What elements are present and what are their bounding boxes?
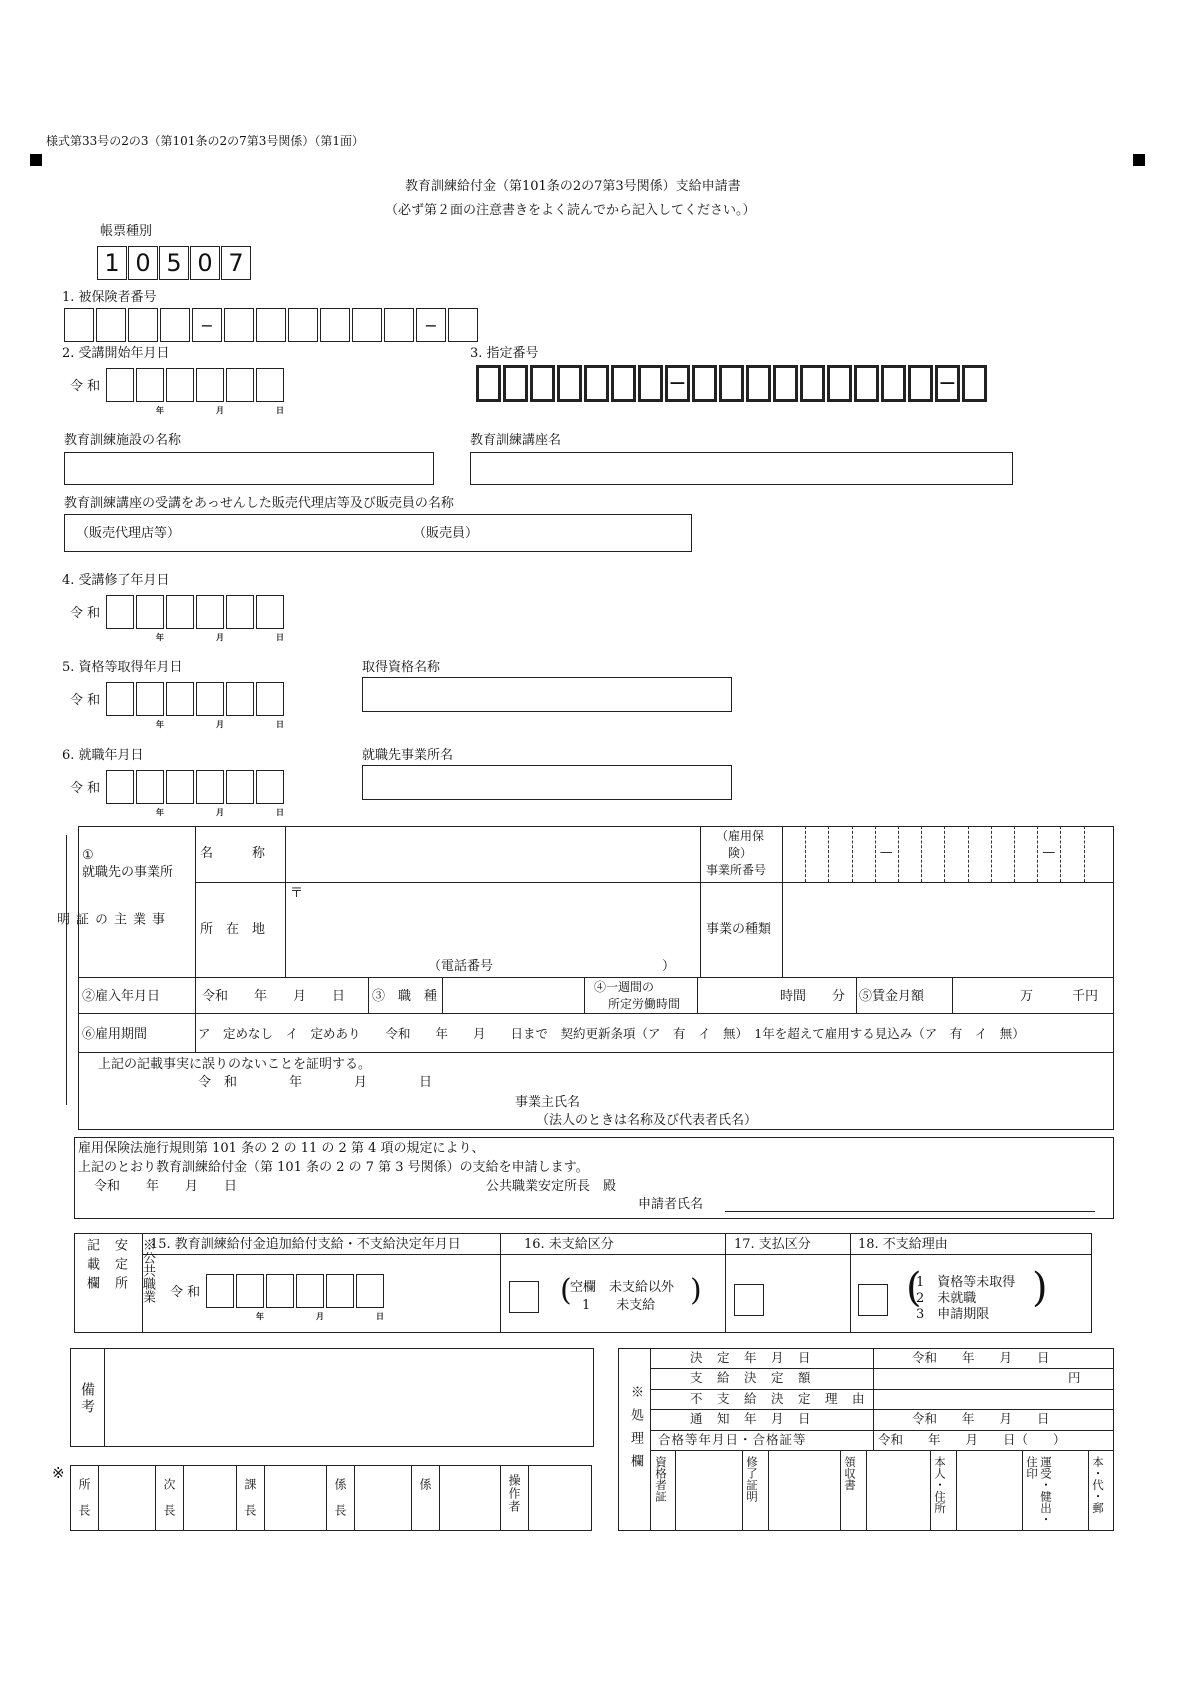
application-line2: 上記のとおり教育訓練給付金（第 101 条の 2 の 7 第 3 号関係）の支給を申請します。: [78, 1160, 589, 1175]
certify-date[interactable]: 令 和 年 月 日: [198, 1075, 433, 1090]
approval-divider: [326, 1465, 327, 1531]
insurance-no-cell-divider: [875, 826, 876, 882]
processing-bottom-divider: [1088, 1450, 1089, 1531]
period-value[interactable]: ア 定めなし イ 定めあり 令和 年 月 日まで 契約更新条項（ア 有 イ 無） 1年を超えて雇用する見込み（ア 有 イ 無）: [198, 1026, 1025, 1041]
insurance-no-cell-divider: [898, 826, 899, 882]
approval-divider: [98, 1465, 99, 1531]
date-month-label: 月: [216, 719, 224, 729]
insured-number-cell[interactable]: [160, 308, 190, 342]
date-cell[interactable]: [356, 1274, 384, 1308]
employer-cert-side-label: 事業主の証明: [54, 912, 164, 933]
form-type-digit: 0: [128, 246, 158, 280]
designation-number-separator: −: [935, 365, 960, 402]
insured-number-separator: −: [416, 308, 446, 342]
processing-row-0-name: 決 定 年 月 日: [690, 1350, 812, 1365]
start-date-label: 2. 受講開始年月日: [62, 346, 170, 361]
remarks-label: 備考: [79, 1382, 95, 1416]
form-type-digit: 1: [97, 246, 127, 280]
registration-mark-left: [30, 154, 42, 166]
date-cell[interactable]: [136, 770, 164, 804]
course-name-label: 教育訓練講座名: [470, 433, 562, 448]
date-cell[interactable]: [106, 682, 134, 716]
processing-bottom-divider: [1022, 1450, 1023, 1531]
processing-bottom-divider: [866, 1450, 867, 1531]
processing-row-3-value: 令和 年 月 日: [912, 1411, 1050, 1427]
date-cell[interactable]: [136, 595, 164, 629]
approval-divider: [264, 1465, 265, 1531]
designation-number-cell[interactable]: [881, 365, 906, 402]
date-month-label: 月: [216, 807, 224, 817]
field-17-box[interactable]: [734, 1284, 764, 1316]
date-cells: [206, 1274, 386, 1308]
processing-row-2-name: 不 支 給 決 定 理 由: [690, 1390, 866, 1406]
date-cell[interactable]: [326, 1274, 354, 1308]
agent-shop-label: （販売代理店等）: [76, 526, 181, 541]
approval-divider: [183, 1465, 184, 1531]
designation-number-cell[interactable]: [854, 365, 879, 402]
date-cell[interactable]: [226, 368, 254, 402]
designation-number-cell[interactable]: [800, 365, 825, 402]
facility-name-label: 教育訓練施設の名称: [64, 433, 182, 448]
hours-value[interactable]: 時間 分: [780, 989, 846, 1004]
employer-name-input[interactable]: [362, 765, 732, 800]
period-label: ⑥雇用期間: [82, 1027, 148, 1042]
insurance-no-cell-divider: [1060, 826, 1061, 882]
field-17-label: 17. 支払区分: [734, 1237, 811, 1252]
job-label: ③ 職 種: [372, 989, 438, 1004]
phone-label: （電話番号 ）: [428, 959, 676, 974]
qualification-name-input[interactable]: [362, 677, 732, 712]
processing-divider: [873, 1348, 874, 1450]
date-cell[interactable]: [296, 1274, 324, 1308]
hire-date-label: ②雇入年月日: [82, 989, 161, 1004]
field-18-bracket: (: [906, 1265, 922, 1311]
application-line1: 雇用保険法施行規則第 101 条の 2 の 11 の 2 第 4 項の規定により、: [78, 1141, 485, 1156]
designation-number-cell[interactable]: [773, 365, 798, 402]
processing-row-line: [650, 1450, 1114, 1451]
employer-name-label: 就職先事業所名: [362, 748, 454, 763]
date-day-label: 日: [276, 632, 284, 642]
workplace-label-num: ①: [82, 848, 94, 863]
office-use-side-label: 記載欄 安定所 ※公共職業: [84, 1238, 155, 1303]
designation-number-label: 3. 指定番号: [470, 346, 539, 361]
era-label: 令 和: [70, 781, 101, 796]
registration-mark-right: [1133, 154, 1145, 166]
weekly-hours-label-1: ④一週間の: [594, 980, 655, 994]
date-year-label: 年: [156, 632, 164, 642]
date-year-label: 年: [156, 807, 164, 817]
processing-row-line: [650, 1368, 1114, 1369]
processing-bottom-divider: [675, 1450, 676, 1531]
approval-divider: [354, 1465, 355, 1531]
workplace-label: 就職先の事業所: [82, 865, 174, 880]
field-16-label: 16. 未支給区分: [524, 1237, 614, 1252]
field-16-opt2: 1 未支給: [582, 1298, 656, 1313]
field-16-opt1: 空欄 未支給以外: [570, 1280, 675, 1295]
designation-number-cell[interactable]: [638, 365, 663, 402]
hire-date-value[interactable]: 令和 年 月 日: [202, 989, 346, 1004]
date-cells: [106, 595, 286, 629]
date-month-label: 月: [216, 632, 224, 642]
employer-signature-label: 事業主氏名: [515, 1095, 581, 1110]
date-cell[interactable]: [226, 682, 254, 716]
processing-bottom-divider: [930, 1450, 931, 1531]
date-cell[interactable]: [166, 368, 194, 402]
date-cell[interactable]: [166, 770, 194, 804]
processing-bottom-0: 資格者証: [654, 1456, 668, 1502]
date-cells: [106, 368, 286, 402]
insured-number-cells[interactable]: [64, 308, 480, 342]
date-year-label: 年: [256, 1311, 264, 1321]
processing-label: ※処理欄: [628, 1385, 643, 1477]
insurance-no-dash-2: —: [1042, 845, 1056, 860]
date-cell[interactable]: [226, 770, 254, 804]
form-type-digit: 5: [159, 246, 189, 280]
processing-row-3-name: 通 知 年 月 日: [690, 1411, 812, 1427]
form-type-digit: 7: [221, 246, 251, 280]
field-16-box[interactable]: [509, 1281, 539, 1313]
agent-seller-label: （販売員）: [413, 526, 479, 541]
field-16-bracket-r: ): [690, 1273, 702, 1308]
date-year-label: 年: [156, 405, 164, 415]
qualification-date-label: 5. 資格等取得年月日: [62, 660, 183, 675]
insured-number-cell[interactable]: [384, 308, 414, 342]
approval-0-label: 所長: [77, 1478, 91, 1530]
processing-row-line: [650, 1430, 1114, 1431]
approval-divider: [439, 1465, 440, 1531]
field-18-label: 18. 不支給理由: [858, 1237, 948, 1252]
era-label: 令 和: [70, 379, 101, 394]
insurance-no-cell-divider: [828, 826, 829, 882]
wage-value[interactable]: 万 千円: [1020, 989, 1099, 1004]
date-day-label: 日: [376, 1311, 384, 1321]
approval-divider: [236, 1465, 237, 1531]
date-month-label: 月: [216, 405, 224, 415]
processing-bottom-3: 本人・住所: [933, 1456, 947, 1514]
date-cell[interactable]: [256, 368, 284, 402]
approval-mark: ※: [52, 1464, 65, 1482]
remarks-box[interactable]: [70, 1348, 594, 1447]
insured-number-cell[interactable]: [256, 308, 286, 342]
date-cell[interactable]: [266, 1274, 294, 1308]
designation-number-cell[interactable]: [692, 365, 717, 402]
certify-statement: 上記の記載事実に誤りのないことを証明する。: [98, 1057, 372, 1072]
approval-divider: [411, 1465, 412, 1531]
designation-number-cell[interactable]: [557, 365, 582, 402]
date-cell[interactable]: [166, 682, 194, 716]
weekly-hours-label-2: 所定労働時間: [608, 997, 681, 1011]
date-cell[interactable]: [136, 368, 164, 402]
field-18-opt3: 3 申請期限: [916, 1307, 990, 1322]
date-day-label: 日: [276, 405, 284, 415]
processing-row-line: [650, 1409, 1114, 1410]
insurance-no-cell-divider: [968, 826, 969, 882]
insured-number-cell[interactable]: [448, 308, 478, 342]
processing-row-1-value: 円: [1068, 1370, 1081, 1386]
designation-number-cell[interactable]: [908, 365, 933, 402]
date-month-label: 月: [316, 1311, 324, 1321]
designation-number-cell[interactable]: [584, 365, 609, 402]
date-cell[interactable]: [196, 682, 224, 716]
date-day-label: 日: [276, 807, 284, 817]
employment-date-label: 6. 就職年月日: [62, 748, 144, 763]
date-cell[interactable]: [196, 770, 224, 804]
processing-bottom-5: 本・代・郵: [1091, 1456, 1105, 1514]
date-cell[interactable]: [256, 595, 284, 629]
insurance-no-cell-divider: [805, 826, 806, 882]
designation-number-cell[interactable]: [611, 365, 636, 402]
field-18-bracket-r: ): [1032, 1265, 1048, 1311]
date-cell[interactable]: [106, 368, 134, 402]
date-cell[interactable]: [256, 770, 284, 804]
era-label: 令 和: [170, 1285, 201, 1300]
applicant-name-line[interactable]: [725, 1211, 1095, 1212]
insured-number-cell[interactable]: [224, 308, 254, 342]
insurance-no-cell-divider: [852, 826, 853, 882]
insurance-no-cell-divider: [1084, 826, 1085, 882]
designation-number-cells[interactable]: [476, 365, 989, 402]
qualification-name-label: 取得資格名称: [362, 660, 441, 675]
designation-number-cell[interactable]: [476, 365, 501, 402]
field-16-bracket: (: [560, 1273, 572, 1308]
insured-number-cell[interactable]: [288, 308, 318, 342]
course-name-input[interactable]: [470, 452, 1013, 485]
form-number: 様式第33号の2の3（第101条の2の7第3号関係）（第1面）: [46, 134, 364, 148]
approval-divider: [155, 1465, 156, 1531]
designation-number-cell[interactable]: [962, 365, 987, 402]
field-15-label: 15. 教育訓練給付金追加給付支給・不支給決定年月日: [150, 1237, 461, 1252]
facility-name-input[interactable]: [64, 452, 434, 485]
designation-number-cell[interactable]: [503, 365, 528, 402]
field-18-box[interactable]: [858, 1284, 888, 1316]
insurance-no-cell-divider: [944, 826, 945, 882]
date-cells: [106, 770, 286, 804]
wage-label: ⑤賃金月額: [859, 989, 925, 1004]
insured-number-separator: −: [192, 308, 222, 342]
processing-row-4-name: 合格等年月日・合格証等: [658, 1431, 807, 1447]
date-cell[interactable]: [196, 595, 224, 629]
employer-signature-note: （法人のときは名称及び代表者氏名）: [536, 1113, 758, 1128]
agent-label: 教育訓練講座の受講をあっせんした販売代理店等及び販売員の名称: [64, 496, 454, 511]
completion-date-label: 4. 受講修了年月日: [62, 573, 170, 588]
postal-mark: 〒: [290, 886, 304, 901]
approval-3-label: 係長: [333, 1478, 347, 1530]
business-type-label: 事業の種類: [706, 922, 772, 937]
approval-2-label: 課長: [243, 1478, 257, 1530]
field-18-opt1: 1 資格等未取得: [916, 1275, 1016, 1290]
approval-divider: [528, 1465, 529, 1531]
designation-number-separator: −: [665, 365, 690, 402]
designation-number-cell[interactable]: [530, 365, 555, 402]
form-subtitle: （必ず第２面の注意書きをよく読んでから記入してください。）: [385, 203, 756, 218]
date-cell[interactable]: [136, 682, 164, 716]
address-label: 所 在 地: [200, 922, 266, 937]
insurance-no-label-2: 険）: [728, 846, 753, 860]
form-type-label: 帳票種別: [100, 224, 153, 239]
processing-bottom-2: 領収書: [843, 1456, 857, 1491]
processing-bottom-divider: [768, 1450, 769, 1531]
date-cell[interactable]: [236, 1274, 264, 1308]
processing-bottom-divider: [742, 1450, 743, 1531]
form-title: 教育訓練給付金（第101条の2の7第3号関係）支給申請書: [405, 179, 741, 194]
processing-row-0-value: 令和 年 月 日: [912, 1350, 1050, 1365]
insured-number-label: 1. 被保険者番号: [62, 290, 157, 305]
era-label: 令 和: [70, 606, 101, 621]
insurance-no-label-3: 事業所番号: [706, 863, 767, 877]
insurance-no-cell-divider: [1014, 826, 1015, 882]
approval-5-label: 操作者: [507, 1474, 521, 1513]
form-type-digits: [97, 246, 252, 280]
insurance-no-cell-divider: [921, 826, 922, 882]
insurance-no-cell-divider: [1037, 826, 1038, 882]
era-label: 令 和: [70, 693, 101, 708]
insured-number-cell[interactable]: [320, 308, 350, 342]
date-cell[interactable]: [166, 595, 194, 629]
approval-1-label: 次長: [162, 1478, 176, 1530]
field-18-opt2: 2 未就職: [916, 1291, 977, 1306]
insured-number-cell[interactable]: [352, 308, 382, 342]
date-cell[interactable]: [106, 595, 134, 629]
processing-row-4-value: 令和 年 月 日（ ）: [878, 1431, 1066, 1447]
workplace-name-label: 名 称: [200, 846, 266, 861]
processing-bottom-divider: [956, 1450, 957, 1531]
insured-number-cell[interactable]: [128, 308, 158, 342]
approval-4-label: 係: [418, 1478, 432, 1490]
date-cell[interactable]: [226, 595, 254, 629]
approval-divider: [500, 1465, 501, 1531]
insurance-no-label-1: （雇用保: [716, 829, 765, 843]
processing-bottom-4: 運受・健出・住印: [1025, 1456, 1053, 1525]
processing-row-1-name: 支 給 決 定 額: [690, 1370, 812, 1386]
date-day-label: 日: [276, 719, 284, 729]
date-year-label: 年: [156, 719, 164, 729]
application-date[interactable]: 令和 年 月 日: [94, 1179, 238, 1194]
processing-row-line: [650, 1389, 1114, 1390]
office-addressee: 公共職業安定所長 殿: [486, 1179, 617, 1194]
processing-bottom-1: 修了証明: [745, 1456, 759, 1502]
insured-number-cell[interactable]: [96, 308, 126, 342]
date-cell[interactable]: [196, 368, 224, 402]
insured-number-cell[interactable]: [64, 308, 94, 342]
insurance-no-dash-1: —: [879, 845, 893, 860]
date-cell[interactable]: [256, 682, 284, 716]
date-cells: [106, 682, 286, 716]
date-cell[interactable]: [106, 770, 134, 804]
insurance-no-cell-divider: [991, 826, 992, 882]
designation-number-cell[interactable]: [827, 365, 852, 402]
date-cell[interactable]: [206, 1274, 234, 1308]
designation-number-cell[interactable]: [746, 365, 771, 402]
applicant-name-label: 申請者氏名: [638, 1197, 704, 1212]
designation-number-cell[interactable]: [719, 365, 744, 402]
form-type-digit: 0: [190, 246, 220, 280]
processing-bottom-divider: [840, 1450, 841, 1531]
